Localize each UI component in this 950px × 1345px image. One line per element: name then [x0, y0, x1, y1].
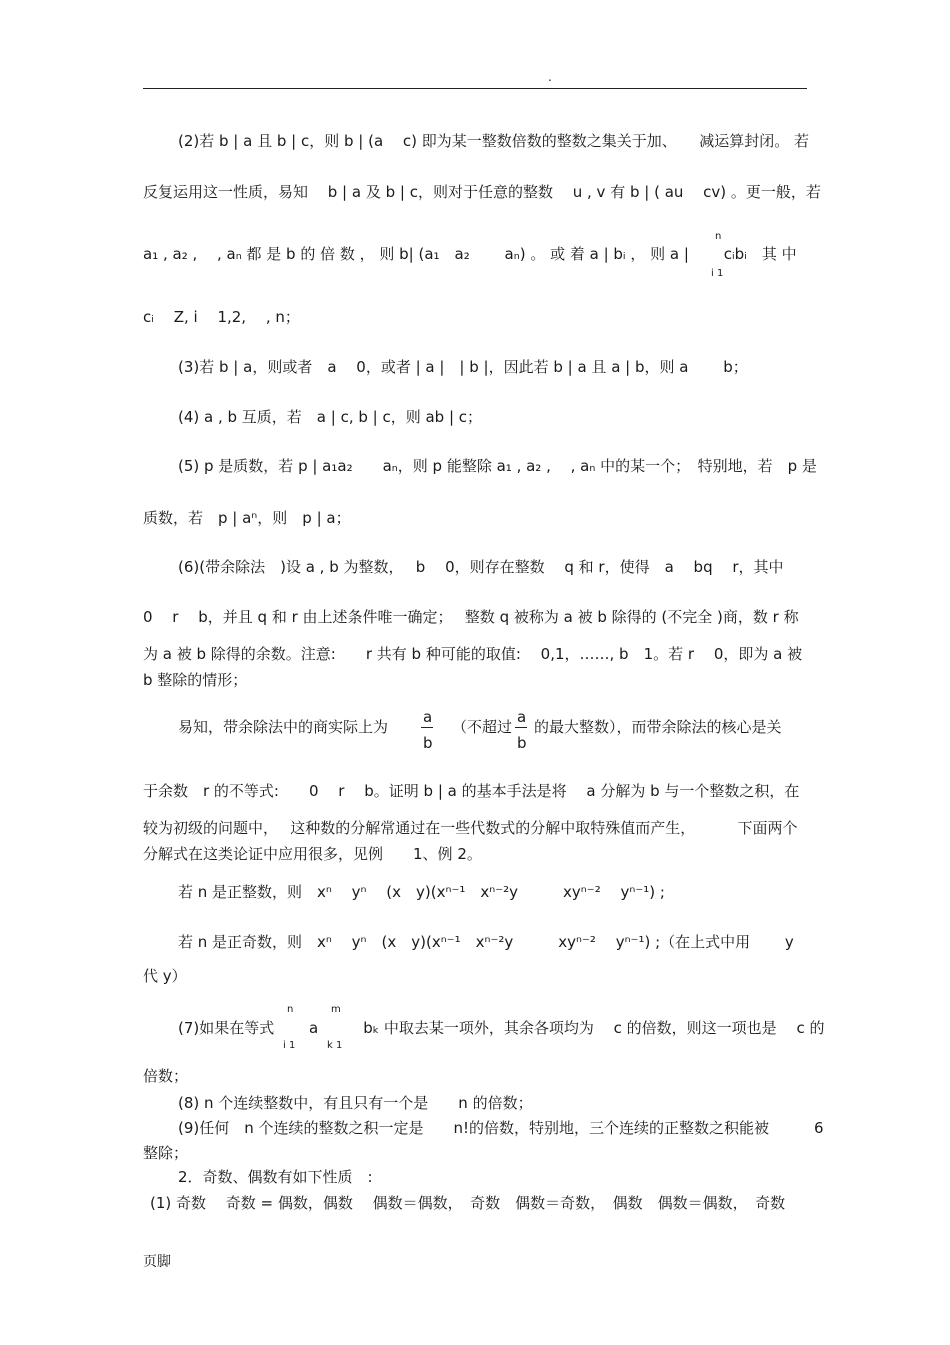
fraction-2-bar — [515, 727, 527, 728]
fraction-2-numerator: a — [517, 708, 527, 726]
text-line-13-end: 的最大整数），而带余除法的核心是关 — [534, 718, 782, 736]
text-line-14: 于余数 r 的不等式: 0 r b。证明 b | a 的基本手法是将 a 分解为 b 与一个整数之积，在 — [143, 782, 800, 800]
sum-b-lower-k1: k 1 — [327, 1040, 343, 1051]
sum-lower-i1: i 1 — [711, 268, 724, 279]
text-line-21: 倍数； — [143, 1067, 189, 1085]
text-line-10: 0 r b，并且 q 和 r 由上述条件唯一确定； 整数 q 被称为 a 被 b 除得的 (不完全 )商，数 r 称 — [143, 608, 799, 626]
text-line-13-start: 易知，带余除法中的商实际上为 — [178, 718, 389, 736]
identity-2: 若 n 是正奇数，则 xⁿ yⁿ (x y)(xⁿ⁻¹ xⁿ⁻²y xyⁿ⁻² yⁿ⁻¹) ;（在上式中用 y — [178, 933, 794, 951]
fraction-1-bar — [421, 727, 433, 728]
header-dot: . — [548, 70, 552, 84]
sum-upper-n: n — [715, 231, 722, 242]
text-line-23: (9)任何 n 个连续的整数之积一定是 n!的倍数，特别地，三个连续的正整数之积能被 6 — [178, 1119, 824, 1137]
section-2-heading: 2．奇数、偶数有如下性质 : — [178, 1168, 373, 1186]
text-line-3: a₁ , a₂ , , aₙ 都 是 b 的 倍 数 ， 则 b| (a₁ a₂ aₙ) 。 或 着 a | bᵢ ， 则 a | cᵢbᵢ 其 中 — [143, 245, 797, 263]
text-line-22: (8) n 个连续整数中，有且只有一个是 n 的倍数； — [178, 1094, 533, 1112]
fraction-1-numerator: a — [423, 708, 433, 726]
identity-1: 若 n 是正整数，则 xⁿ yⁿ (x y)(xⁿ⁻¹ xⁿ⁻²y xyⁿ⁻² yⁿ⁻¹) ; — [178, 883, 665, 901]
text-line-11: 为 a 被 b 除得的余数。注意: r 共有 b 种可能的取值: 0,1，……, b 1。若 r 0，即为 a 被 — [143, 645, 803, 663]
text-line-7: (5) p 是质数，若 p | a₁a₂ aₙ，则 p 能整除 a₁ , a₂ , , aₙ 中的某一个； 特别地，若 p 是 — [178, 457, 817, 475]
header-rule — [143, 88, 807, 89]
text-line-12: b 整除的情形； — [143, 671, 248, 689]
text-line-9: (6)(带余除法 )设 a , b 为整数， b 0，则存在整数 q 和 r，使得 a bq r，其中 — [178, 558, 784, 576]
sum-a-upper-n: n — [287, 1004, 294, 1015]
text-line-20: (7)如果在等式 a bₖ 中取去某一项外，其余各项均为 c 的倍数，则这一项也是 c 的 — [178, 1019, 825, 1037]
text-line-1: (2)若 b | a 且 b | c，则 b | (a c) 即为某一整数倍数的整数之集关于加、 减运算封闭。 若 — [178, 132, 810, 150]
text-line-16: 分解式在这类论证中应用很多，见例 1、例 2。 — [143, 845, 482, 863]
text-line-15: 较为初级的问题中， 这种数的分解常通过在一些代数式的分解中取特殊值而产生， 下面两个 — [143, 819, 798, 837]
fraction-2-denominator: b — [517, 734, 527, 752]
text-line-5: (3)若 b | a，则或者 a 0，或者 | a | | b |，因此若 b | a 且 a | b，则 a b； — [178, 358, 748, 376]
page-footer: 页脚 — [143, 1254, 171, 1270]
text-line-19: 代 y） — [143, 967, 187, 985]
text-line-24: 整除； — [143, 1144, 189, 1162]
text-line-13-mid: （不超过 — [452, 718, 513, 736]
fraction-1-denominator: b — [423, 734, 433, 752]
sum-a-lower-i1: i 1 — [283, 1040, 296, 1051]
text-line-6: (4) a , b 互质，若 a | c, b | c，则 ab | c； — [178, 408, 483, 426]
sum-b-upper-m: m — [331, 1004, 341, 1015]
text-line-4: cᵢ Z, i 1,2, , n； — [143, 308, 300, 326]
text-line-26: (1) 奇数 奇数 = 偶数，偶数 偶数＝偶数， 奇数 偶数＝奇数， 偶数 偶数＝偶数， 奇数 — [150, 1194, 786, 1212]
text-line-8: 质数，若 p | aⁿ，则 p | a； — [143, 509, 351, 527]
text-line-2: 反复运用这一性质，易知 b | a 及 b | c，则对于任意的整数 u , v 有 b | ( au cv) 。更一般，若 — [143, 183, 821, 201]
